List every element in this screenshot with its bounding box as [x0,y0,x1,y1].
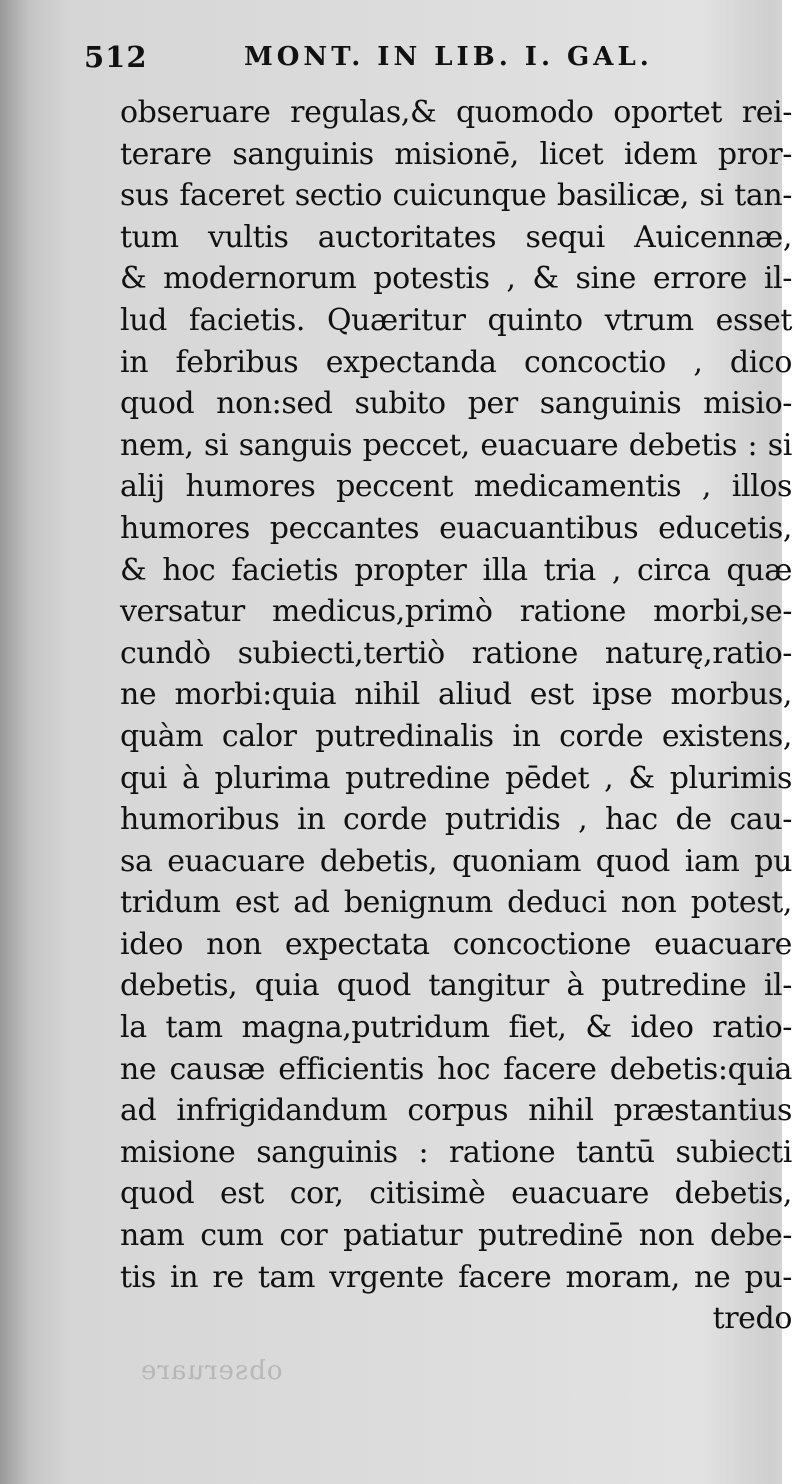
text-line: nem, si sanguis peccet, euacuare debetis : si [120,427,792,463]
text-line: in febribus expectanda concoctio , dico [120,344,792,380]
text-line: terare sanguinis misionē, licet idem pror- [120,136,792,172]
show-through-text: obseruare [140,1356,283,1386]
page-header [84,40,724,80]
text-line: cundò subiecti,tertiò ratione naturę,ratio- [120,635,792,671]
text-line: ne causæ efficientis hoc facere debetis:quia [120,1051,792,1087]
text-line: quod non:sed subito per sanguinis misio- [120,386,792,422]
text-line: tum vultis auctoritates sequi Auicennæ, [120,219,792,255]
text-line: ideo non expectata concoctione euacuare [120,926,792,962]
text-line: humores peccantes euacuantibus educetis, [120,510,792,546]
text-line: misione sanguinis : ratione tantū subiecti [120,1134,792,1170]
text-line: lud facietis. Quæritur quinto vtrum esset [120,302,792,338]
text-line: nam cum cor patiatur putredinē non debe- [120,1218,792,1254]
text-line: quàm calor putredinalis in corde existens, [120,718,792,754]
text-line: ne morbi:quia nihil aliud est ipse morbus, [120,677,792,713]
text-line: tis in re tam vrgente facere moram, ne pu- [120,1259,792,1295]
text-line: humoribus in corde putridis , hac de cau- [120,802,792,838]
page-number: 512 [84,40,148,74]
text-line: tridum est ad benignum deduci non potest, [120,885,792,921]
text-line: sus faceret sectio cuicunque basilicæ, si tan- [120,178,792,214]
text-line: la tam magna,putridum fiet, & ideo ratio- [120,1010,792,1046]
text-line: quod est cor, citisimè euacuare debetis, [120,1176,792,1212]
running-head: MONT. IN LIB. I. GAL. [244,42,653,72]
text-line: debetis, quia quod tangitur à putredine il- [120,968,792,1004]
body-text [120,92,792,1340]
text-line: & hoc facietis propter illa tria , circa quæ [120,552,792,588]
catchword: tredo [712,1301,792,1337]
text-line: qui à plurima putredine pēdet , & plurimis [120,760,792,796]
text-line: & modernorum potestis , & sine errore il- [120,261,792,297]
text-line: obseruare regulas,& quomodo oportet rei- [120,95,792,130]
text-line: alij humores peccent medicamentis , illos [120,469,792,505]
text-line: ad infrigidandum corpus nihil præstantius [120,1093,792,1129]
text-line: versatur medicus,primò ratione morbi,se- [120,594,792,630]
text-line: sa euacuare debetis, quoniam quod iam pu [120,843,792,879]
